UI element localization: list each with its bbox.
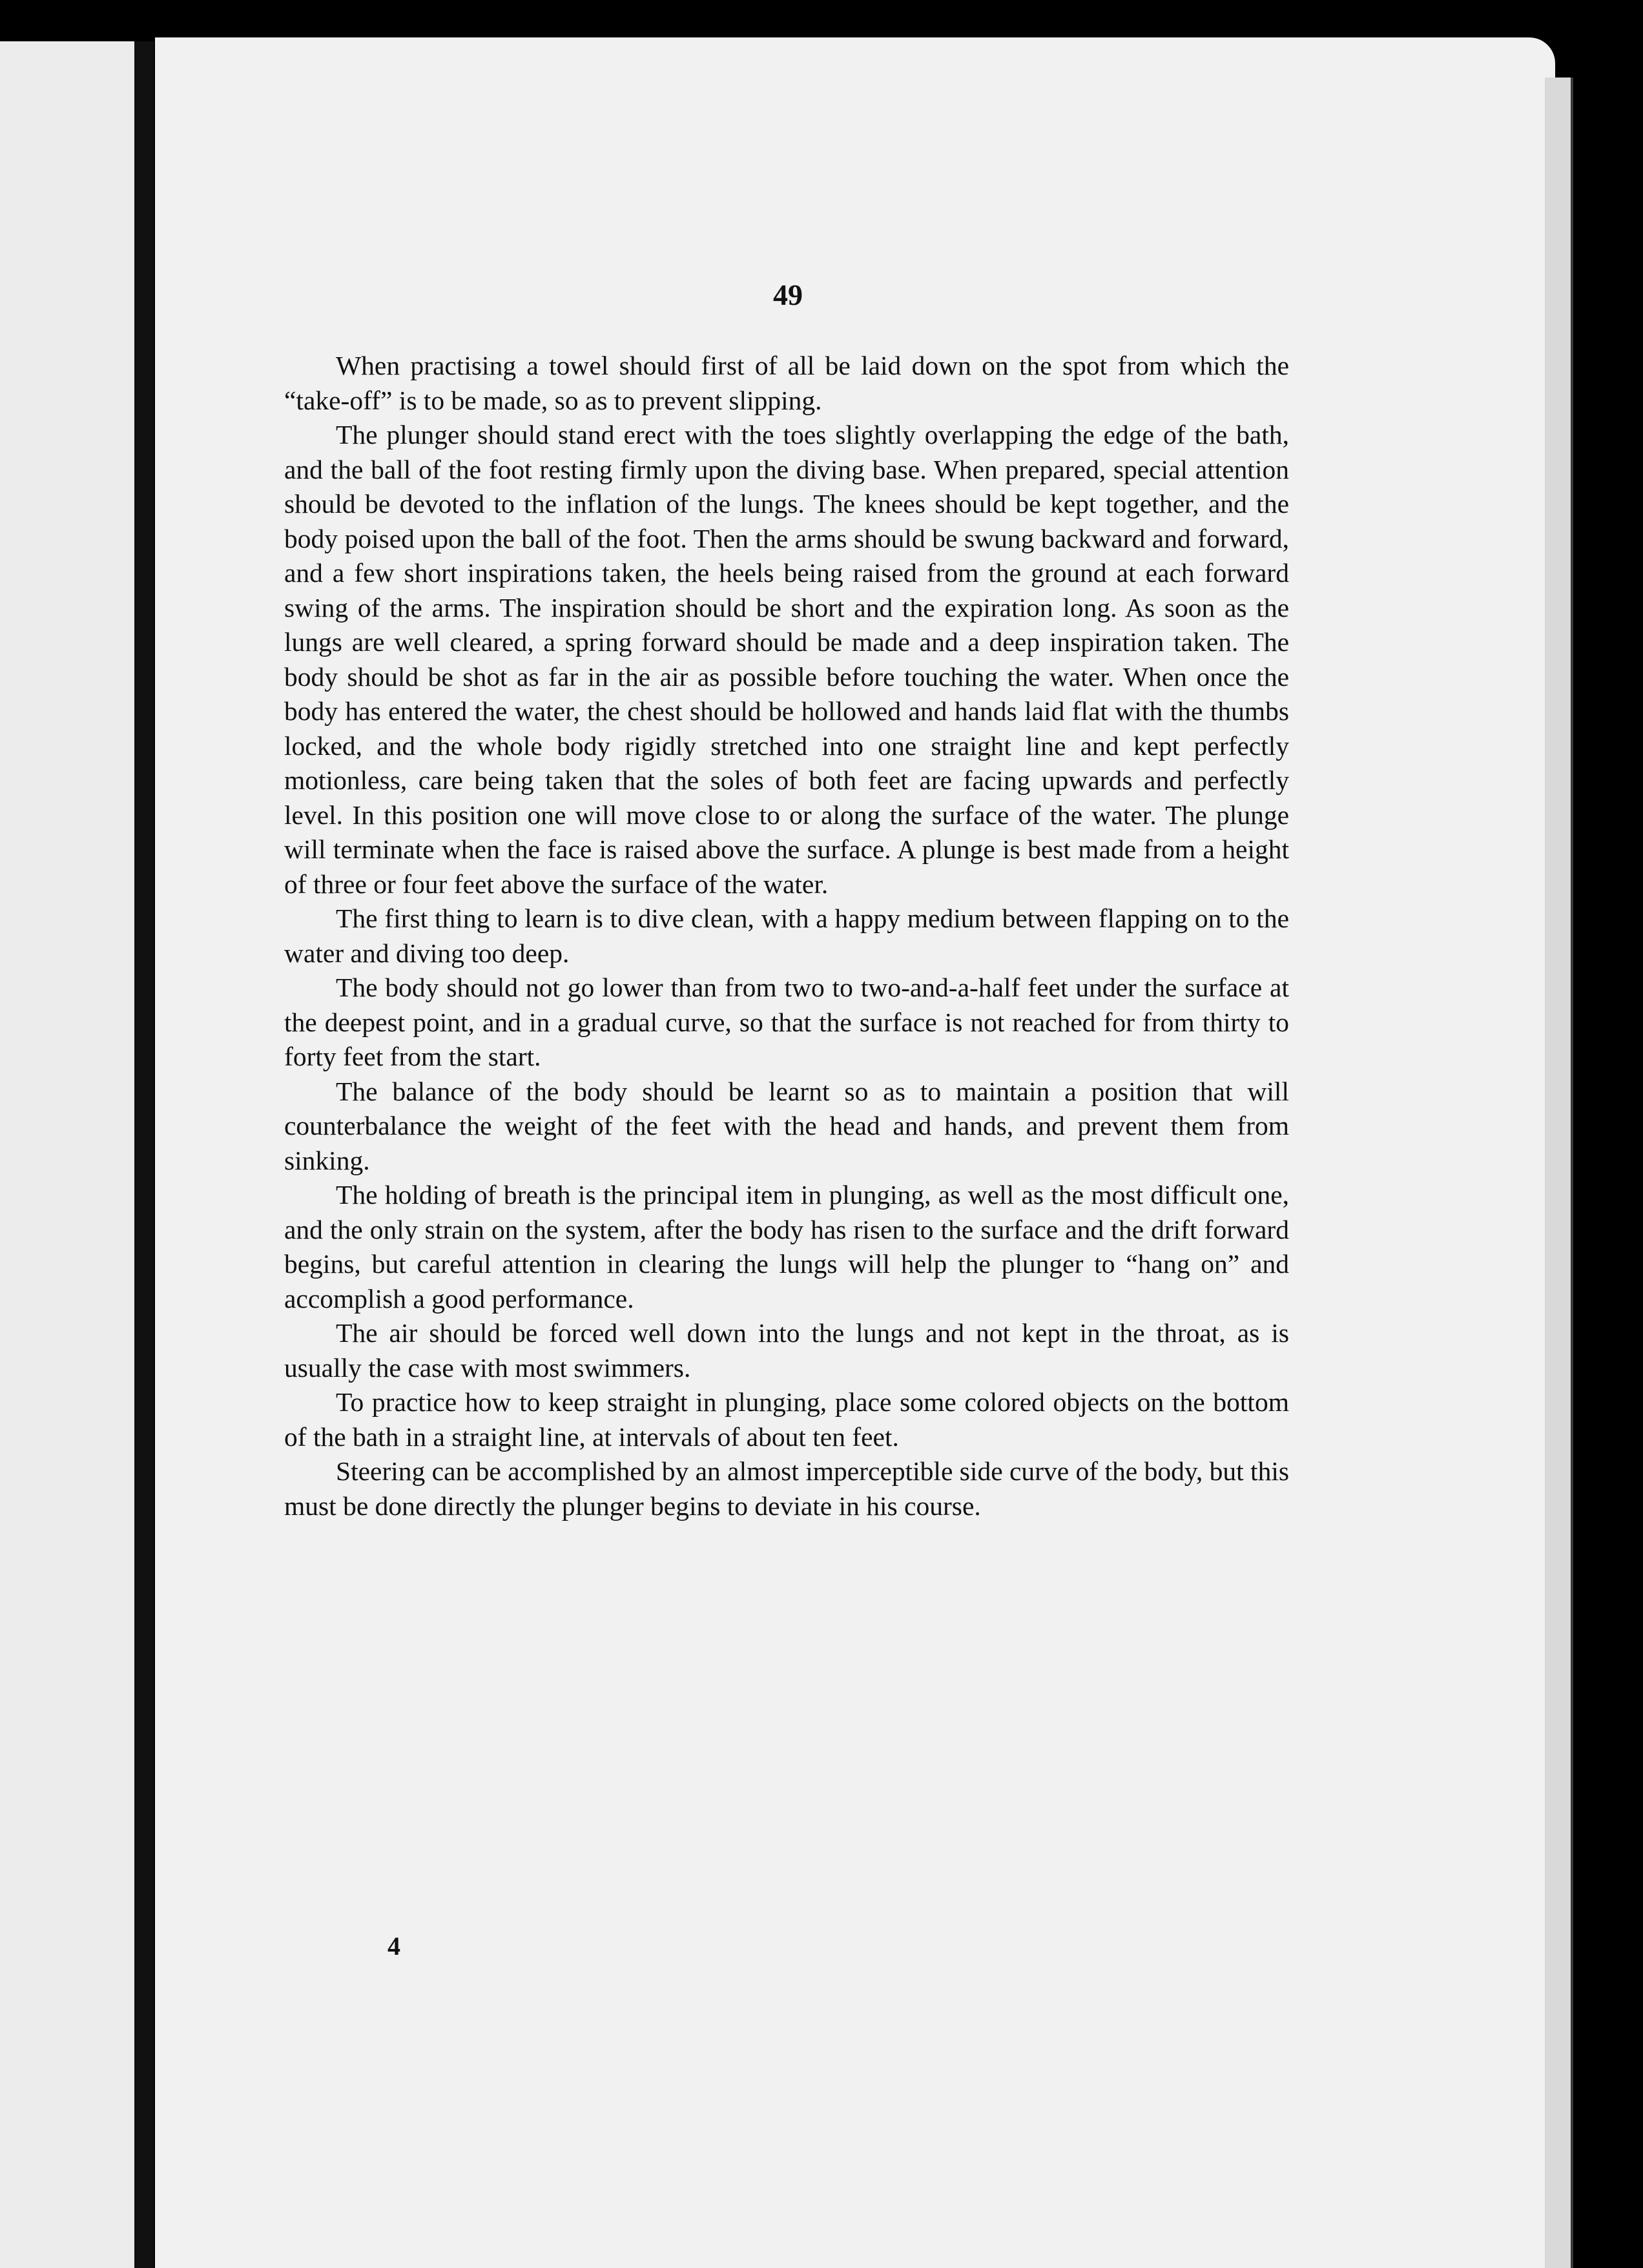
signature-mark: 4 [388, 1932, 400, 1961]
body-text [284, 349, 1289, 1523]
page-edge [1545, 77, 1573, 2268]
book-gutter [134, 41, 154, 2268]
paragraph: Steering can be accomplished by an almost imperceptible side curve of the body, but this must be done directly the plunger begins to deviate in his course. [284, 1456, 1289, 1521]
paragraph: The balance of the body should be learnt so as to maintain a position that will counterbalance the weight of the feet with the head and hands, and prevent them from sinking. [284, 1076, 1289, 1175]
paragraph: The plunger should stand erect with the toes slightly overlapping the edge of the bath, and the ball of the foot resting firmly upon the diving base. When prepared, special attention should be devoted to the inflation of the lungs. The knees should be kept together, and the body poised upon the ball of the foot. Then the arms should be swung backward and forward, and a few short inspirations taken, the heels being raised from the ground at each forward swing of the arms. The inspiration should be short and the expiration long. As soon as the lungs are well cleared, a spring forward should be made and a deep inspiration taken. The body should be shot as far in the air as possible before touching the water. When once the body has entered the water, the chest should be hollowed and hands laid flat with the thumbs locked, and the whole body rigidly stretched into one straight line and kept perfectly motionless, care being taken that the soles of both feet are facing upwards and perfectly level. In this position one will move close to or along the surface of the water. The plunge will terminate when the face is raised above the surface. A plunge is best made from a height of three or four feet above the surface of the water. [284, 420, 1289, 899]
facing-page-edge [0, 41, 134, 2268]
paragraph: The body should not go lower than from two to two-and-a-half feet under the surface at the deepest point, and in a gradual curve, so that the surface is not reached for from thirty to forty feet from the start. [284, 973, 1289, 1071]
paragraph: When practising a towel should first of all be laid down on the spot from which the “take-off” is to be made, so as to prevent slipping. [284, 351, 1289, 415]
page-number: 49 [773, 278, 803, 311]
paragraph: The first thing to learn is to dive clean, with a happy medium between flapping on to the water and diving too deep. [284, 903, 1289, 968]
paragraph: The air should be forced well down into the lungs and not kept in the throat, as is usually the case with most swimmers. [284, 1318, 1289, 1383]
paragraph: To practice how to keep straight in plunging, place some colored objects on the bottom of the bath in a straight line, at intervals of about ten feet. [284, 1387, 1289, 1452]
paragraph: The holding of breath is the principal item in plunging, as well as the most difficult one, and the only strain on the system, after the body has risen to the surface and the drift forward begins, but careful attention in clearing the lungs will help the plunger to “hang on” and accomplish a good performance. [284, 1180, 1289, 1314]
